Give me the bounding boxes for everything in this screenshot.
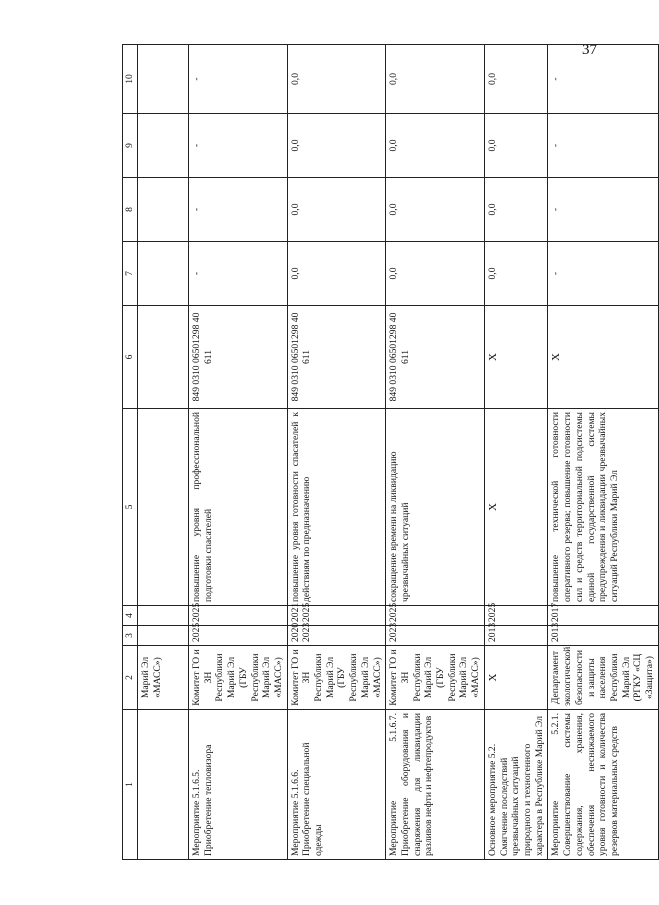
cell-budget-code: Х (484, 306, 548, 409)
table-row-continuation (138, 45, 189, 860)
cell-value-9: - (189, 114, 288, 178)
table-row-5-1-6-5 (189, 45, 288, 860)
cell-value-10 (138, 45, 189, 114)
cell-end-year: 2025 (189, 606, 288, 626)
cell-budget-code: 849 0310 06501298 40 611 (189, 306, 288, 409)
cell-value-8: - (548, 178, 658, 242)
measures-table (122, 44, 659, 860)
cell-executor: Комитет ГО и ЗН Республики Марий Эл (ГБУ Республики Марий Эл «МАСС») (189, 646, 288, 710)
cell-value-10: 0,0 (484, 45, 548, 114)
cell-start-year: 2020 2023 (287, 626, 386, 646)
cell-value-9 (138, 114, 189, 178)
table-row-5-1-6-6 (287, 45, 386, 860)
cell-value-10: - (548, 45, 658, 114)
col-header: 2 (123, 646, 138, 710)
col-header: 4 (123, 606, 138, 626)
col-header: 6 (123, 306, 138, 409)
cell-value-8: 0,0 (386, 178, 485, 242)
cell-value-7: 0,0 (484, 242, 548, 306)
cell-value-7: - (189, 242, 288, 306)
cell-budget-code (138, 306, 189, 409)
cell-value-8: - (189, 178, 288, 242)
cell-result (138, 409, 189, 606)
cell-result: повышение уровня готовности спасателей к действиям по предназначению (287, 409, 386, 606)
cell-result: сокращение времени на ликвидацию чрезвычайных ситуаций (386, 409, 485, 606)
cell-value-9: 0,0 (287, 114, 386, 178)
cell-value-9: 0,0 (386, 114, 485, 178)
cell-executor: Департамент экологической безопасности и защиты населения Республики Марий Эл (РГКУ «СЦ «Защита») (548, 646, 658, 710)
cell-measure: Мероприятие 5.2.1. Совершенствование системы содержания, хранения, обеспечения неснижаемого уровня готовности и количества резервов материальных средств (548, 710, 658, 860)
cell-end-year: 2017 (548, 606, 658, 626)
header-row (123, 45, 138, 860)
cell-measure: Мероприятие 5.1.6.5. Приобретение тепловизора (189, 710, 288, 860)
cell-executor: Комитет ГО и ЗН Республики Марий Эл (ГБУ Республики Марий Эл «МАСС») (287, 646, 386, 710)
cell-end-year: 2025 (484, 606, 548, 626)
cell-end-year: 2021 2025 (287, 606, 386, 626)
table-row-5-2-1 (548, 45, 658, 860)
cell-value-7: 0,0 (287, 242, 386, 306)
cell-value-10: - (189, 45, 288, 114)
cell-executor: Х (484, 646, 548, 710)
cell-executor: Марий Эл «МАСС») (138, 646, 189, 710)
cell-value-10: 0,0 (287, 45, 386, 114)
cell-measure (138, 710, 189, 860)
cell-result: Х (484, 409, 548, 606)
rotated-table-wrapper (122, 45, 656, 860)
cell-value-7: - (548, 242, 658, 306)
cell-value-7: 0,0 (386, 242, 485, 306)
col-header: 3 (123, 626, 138, 646)
col-header: 7 (123, 242, 138, 306)
cell-start-year: 2023 (386, 626, 485, 646)
cell-value-9: 0,0 (484, 114, 548, 178)
cell-value-7 (138, 242, 189, 306)
cell-budget-code: Х (548, 306, 658, 409)
cell-value-8 (138, 178, 189, 242)
cell-measure: Мероприятие 5.1.6.7. Приобретение оборудования и снаряжения для ликвидации разливов нефти и нефтепродуктов (386, 710, 485, 860)
cell-result: повышение уровня профессиональной подготовки спасателей (189, 409, 288, 606)
cell-value-10: 0,0 (386, 45, 485, 114)
col-header: 9 (123, 114, 138, 178)
cell-measure: Мероприятие 5.1.6.6. Приобретение специальной одежды (287, 710, 386, 860)
cell-value-8: 0,0 (484, 178, 548, 242)
page-number: 37 (582, 42, 597, 58)
cell-end-year: 2025 (386, 606, 485, 626)
table-row-5-1-6-7 (386, 45, 485, 860)
cell-measure: Основное мероприятие 5.2. Смягчение последствий чрезвычайных ситуаций природного и техногенного характера в Республике Марий Эл (484, 710, 548, 860)
cell-executor: Комитет ГО и ЗН Республики Марий Эл (ГБУ Республики Марий Эл «МАСС») (386, 646, 485, 710)
table-row-5-2 (484, 45, 548, 860)
cell-start-year: 2025 (189, 626, 288, 646)
cell-start-year: 2013 (548, 626, 658, 646)
cell-start-year (138, 626, 189, 646)
col-header: 1 (123, 710, 138, 860)
cell-end-year (138, 606, 189, 626)
cell-value-9: - (548, 114, 658, 178)
cell-budget-code: 849 0310 06501298 40 611 (287, 306, 386, 409)
cell-value-8: 0,0 (287, 178, 386, 242)
cell-budget-code: 849 0310 06501298 40 611 (386, 306, 485, 409)
col-header: 5 (123, 409, 138, 606)
col-header: 10 (123, 45, 138, 114)
cell-start-year: 2013 (484, 626, 548, 646)
col-header: 8 (123, 178, 138, 242)
cell-result: повышение технической готовности оперативного резерва; повышение готовности сил и средств территориальной подсистемы единой государственной системы предупреждения и ликвидации чрезвычайных ситуаций Республики Марий Эл (548, 409, 658, 606)
